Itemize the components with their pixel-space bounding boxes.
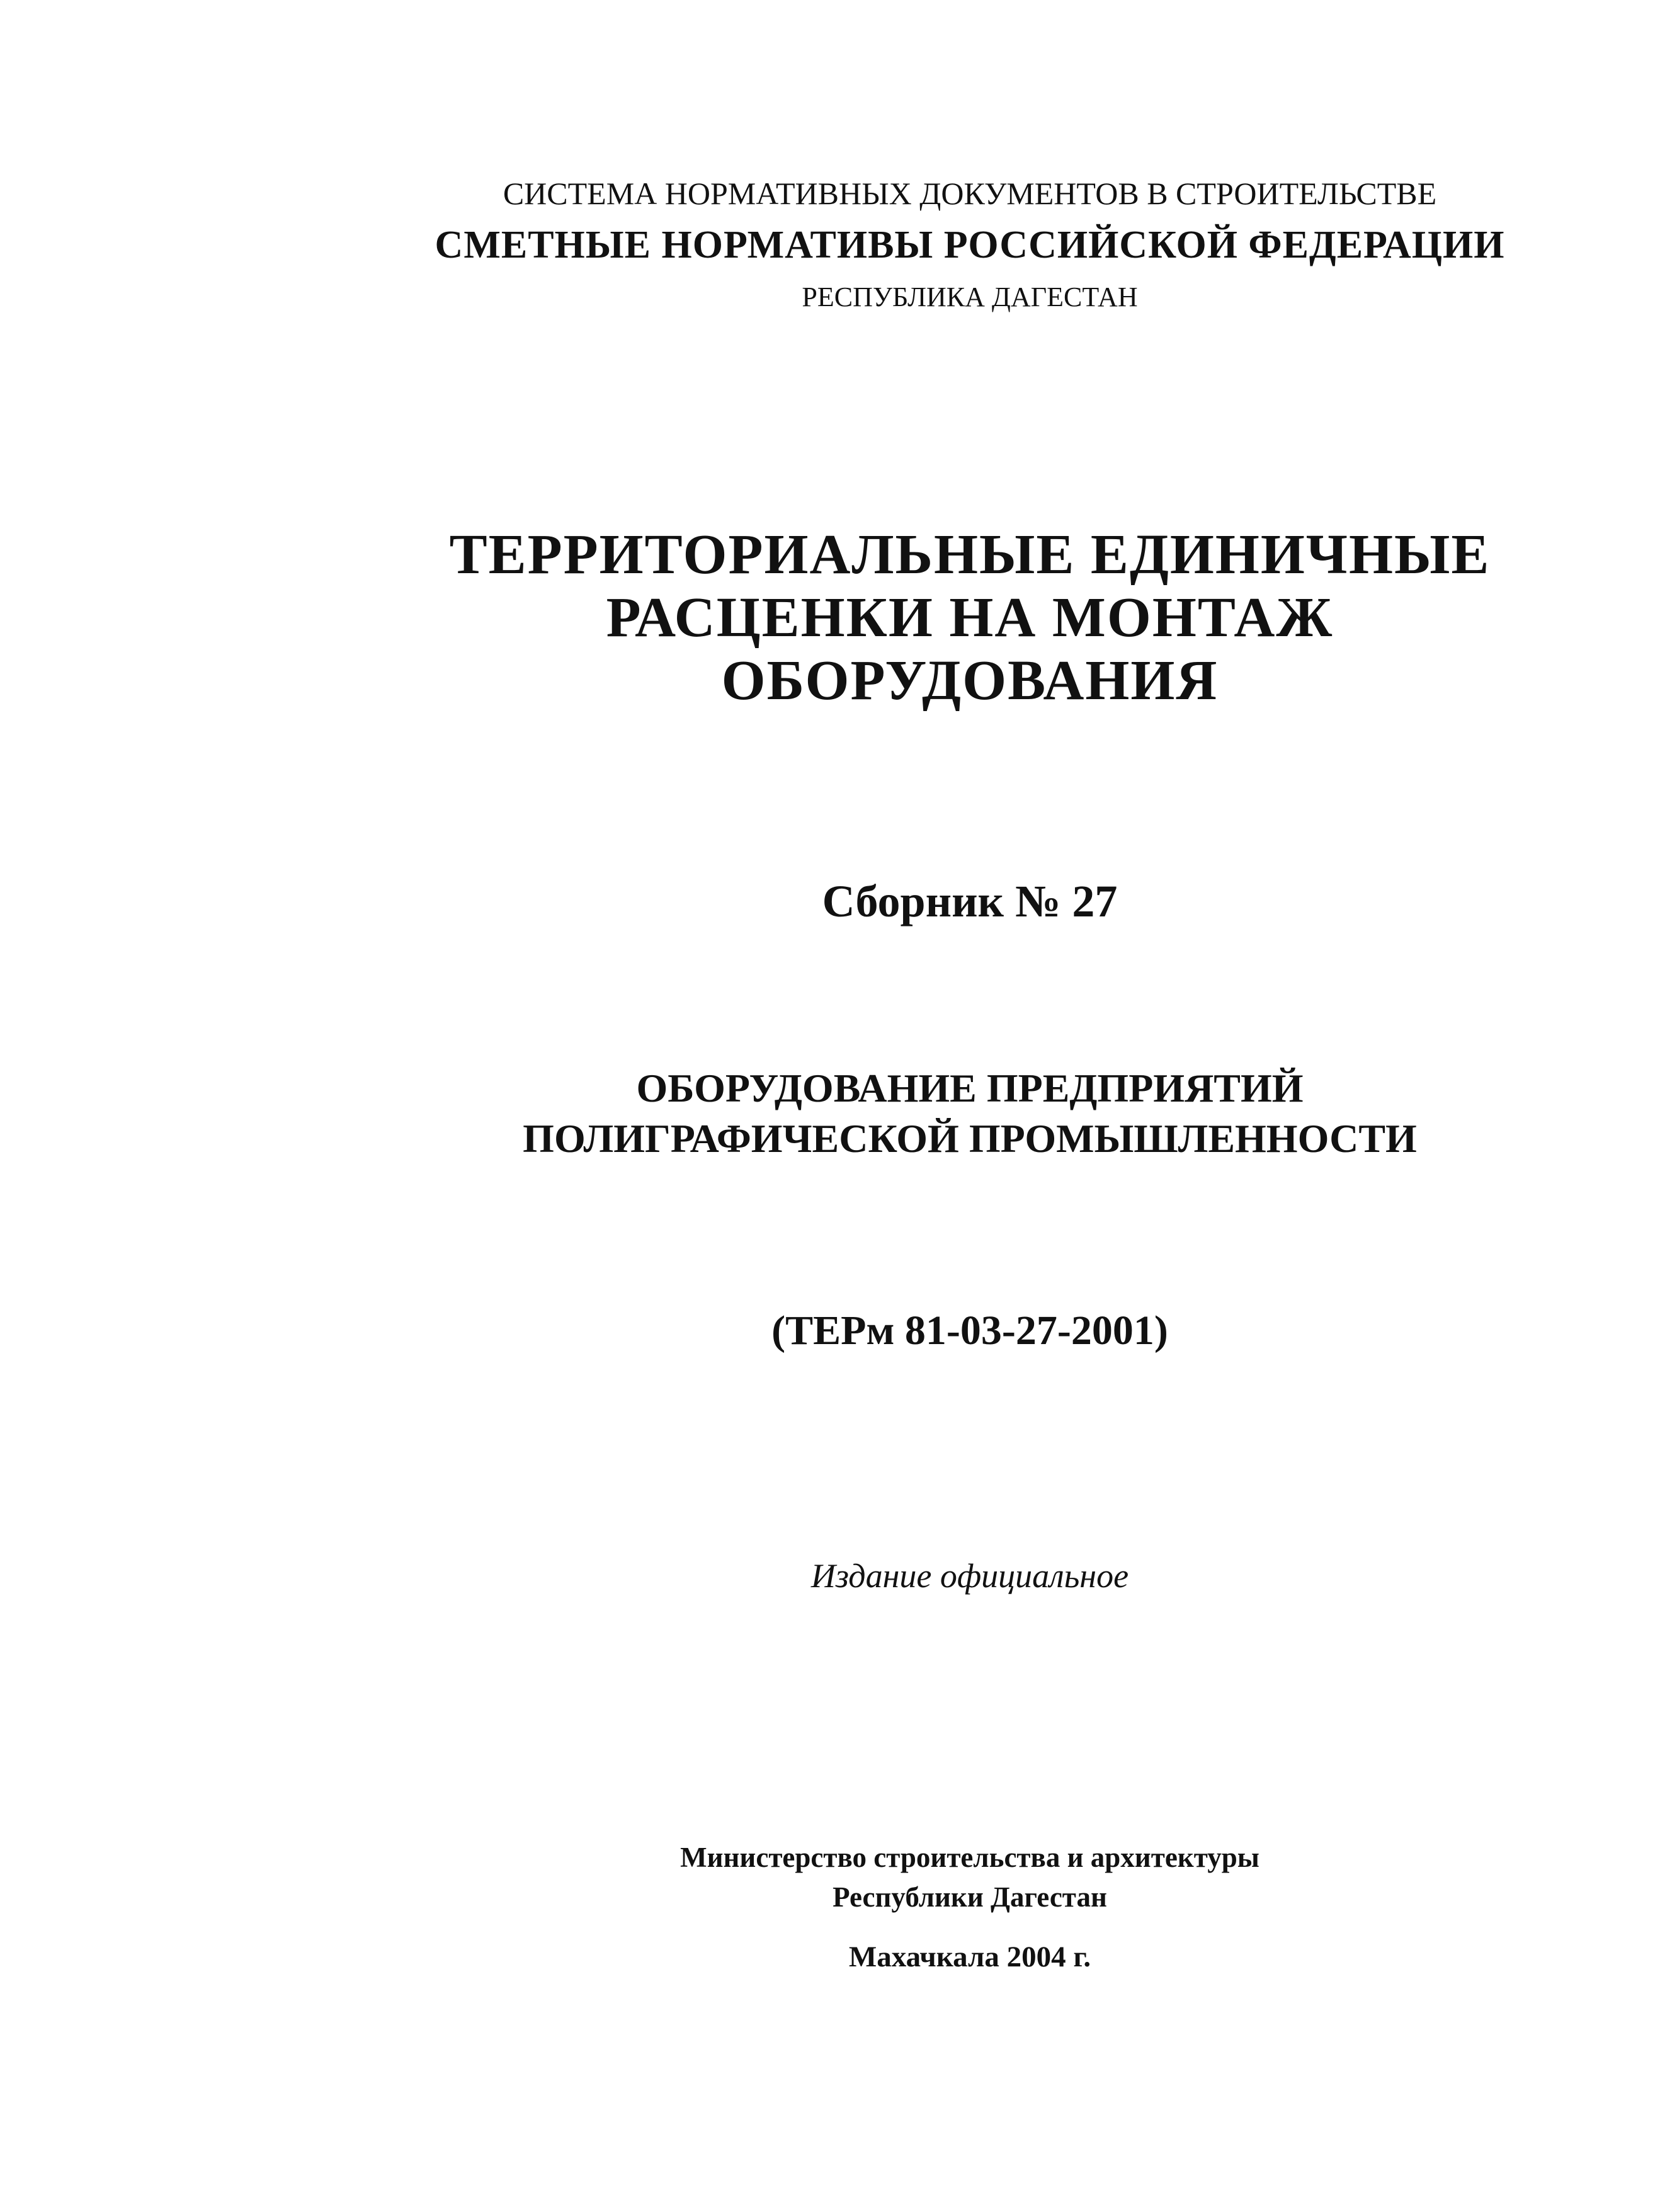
title-line: РАСЦЕНКИ НА МОНТАЖ — [606, 586, 1334, 649]
subject-line: ПОЛИГРАФИЧЕСКОЙ ПРОМЫШЛЕННОСТИ — [523, 1116, 1417, 1161]
collection-number: Сборник № 27 — [822, 876, 1118, 926]
title-line: ТЕРРИТОРИАЛЬНЫЕ ЕДИНИЧНЫЕ — [449, 523, 1491, 586]
norms-line: СМЕТНЫЕ НОРМАТИВЫ РОССИЙСКОЙ ФЕДЕРАЦИИ — [435, 224, 1505, 266]
subject-line: ОБОРУДОВАНИЕ ПРЕДПРИЯТИЙ — [636, 1066, 1304, 1110]
edition-note: Издание официальное — [810, 1557, 1129, 1595]
place-year: Махачкала 2004 г. — [848, 1941, 1091, 1973]
title-line: ОБОРУДОВАНИЯ — [721, 649, 1219, 712]
region-line: РЕСПУБЛИКА ДАГЕСТАН — [802, 282, 1138, 312]
publisher-line: Министерство строительства и архитектуры — [680, 1842, 1259, 1873]
system-line: СИСТЕМА НОРМАТИВНЫХ ДОКУМЕНТОВ В СТРОИТЕЛЬСТВЕ — [503, 176, 1437, 211]
publisher-line: Республики Дагестан — [833, 1881, 1107, 1913]
document-code: (ТЕРм 81-03-27-2001) — [771, 1308, 1168, 1354]
